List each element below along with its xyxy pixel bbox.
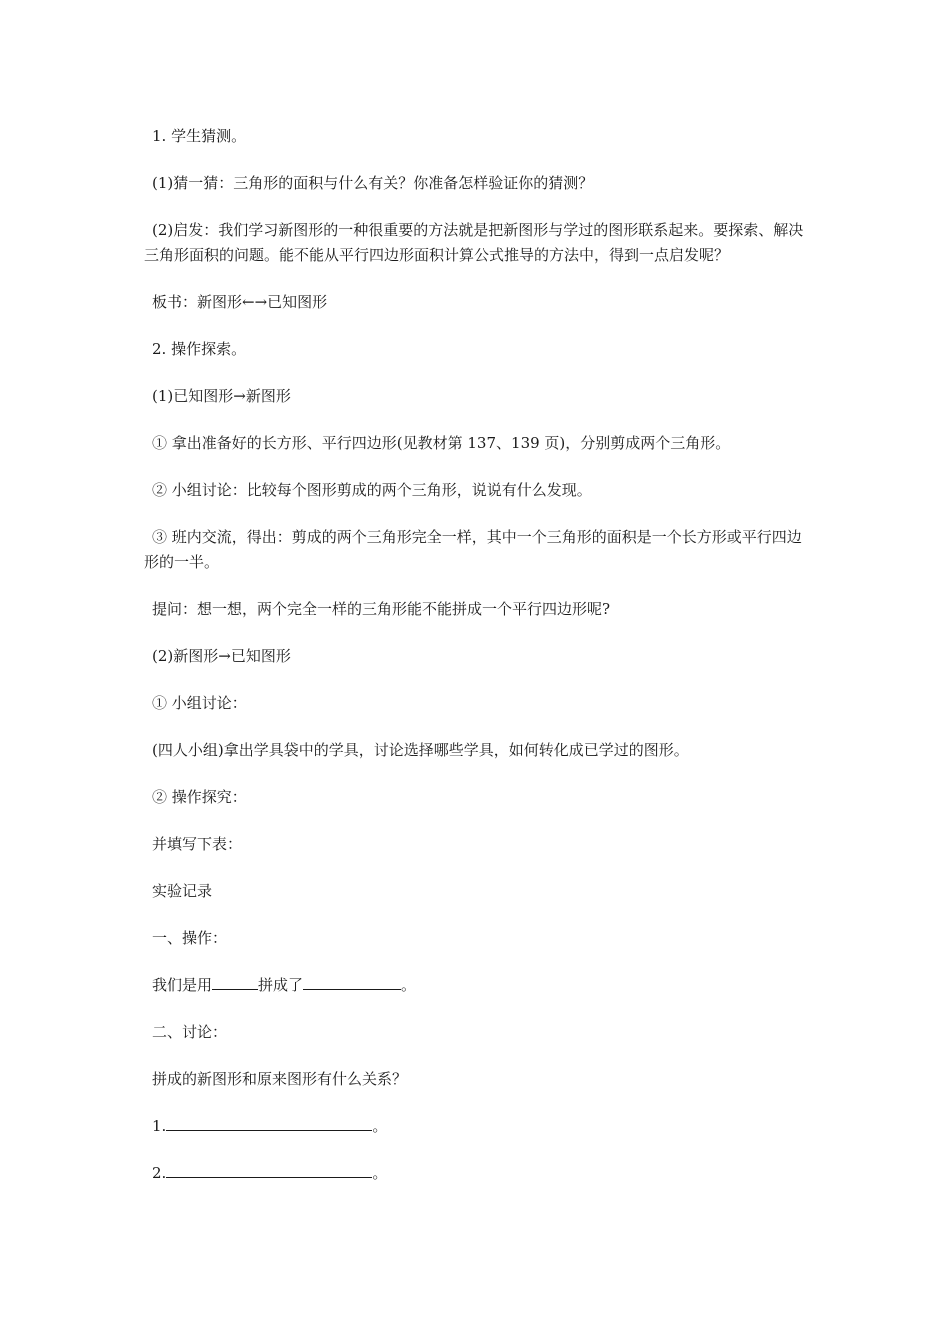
answer-end: 。 — [372, 1164, 388, 1182]
paragraph: (四人小组)拿出学具袋中的学具，讨论选择哪些学具，如何转化成已学过的图形。 — [152, 741, 689, 759]
answer-number: 2. — [152, 1164, 167, 1182]
paragraph: (1)猜一猜：三角形的面积与什么有关？你准备怎样验证你的猜测？ — [152, 174, 594, 192]
paragraph: (2)启发：我们学习新图形的一种很重要的方法就是把新图形与学过的图形联系起来。要探索、解决三角形面积的问题。能不能从平行四边形面积计算公式推导的方法中，得到一点启发呢？ — [144, 221, 804, 264]
paragraph: ③ 班内交流，得出：剪成的两个三角形完全一样，其中一个三角形的面积是一个长方形或平行四边形的一半。 — [144, 528, 802, 571]
question: 拼成的新图形和原来图形有什么关系？ — [152, 1070, 408, 1088]
paragraph: ① 拿出准备好的长方形、平行四边形(见教材第 137、139 页)，分别剪成两个三角形。 — [152, 434, 731, 452]
paragraph: 并填写下表： — [152, 835, 243, 853]
answer-number: 1. — [152, 1117, 167, 1135]
answer-end: 。 — [372, 1117, 388, 1135]
blank-line — [166, 1114, 372, 1131]
fill-in-line — [144, 973, 812, 998]
paragraph: 板书：新图形←→已知图形 — [152, 293, 328, 311]
fill-in-text-2: 拼成了 — [258, 976, 304, 994]
answer-line — [144, 1114, 812, 1139]
paragraph: 1. 学生猜测。 — [152, 127, 247, 145]
blank-line — [166, 1161, 372, 1178]
paragraph: 提问：想一想，两个完全一样的三角形能不能拼成一个平行四边形呢? — [152, 600, 611, 618]
document-page — [144, 124, 812, 1208]
blank-line — [212, 973, 258, 990]
paragraph: ② 操作探究： — [152, 788, 247, 806]
paragraph: ① 小组讨论： — [152, 694, 247, 712]
section-heading: 二、讨论： — [152, 1023, 228, 1041]
paragraph: 实验记录 — [152, 882, 213, 900]
blank-line — [303, 973, 401, 990]
answer-line — [144, 1161, 812, 1186]
paragraph: (2)新图形→已知图形 — [152, 647, 291, 665]
paragraph: 2. 操作探索。 — [152, 340, 247, 358]
paragraph: ② 小组讨论：比较每个图形剪成的两个三角形，说说有什么发现。 — [152, 481, 592, 499]
paragraph: 一、操作： — [152, 929, 228, 947]
fill-in-text-1: 我们是用 — [152, 976, 213, 994]
fill-in-end: 。 — [401, 976, 417, 994]
paragraph: (1)已知图形→新图形 — [152, 387, 291, 405]
